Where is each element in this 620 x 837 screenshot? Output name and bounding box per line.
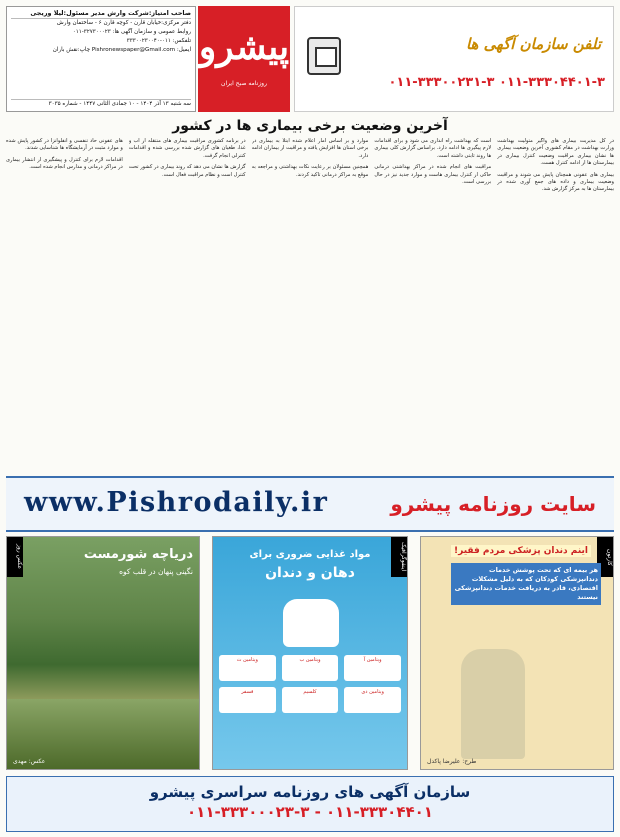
masthead-line: صاحب امتیاز:شرکت وارش مدیر مسئول:لیلا وریجی [11,9,191,19]
tooth-icon [283,599,339,647]
masthead-line: دفتر مرکزی:خیابان قارن - کوچه قارن ۶ - ساختمان وارش [56,20,191,26]
infographic-box[interactable] [212,536,408,770]
paragraph: همچنین مسئولان بر رعایت نکات بهداشتی و مراجعه به موقع به مراکز درمانی تاکید کردند. [251,164,369,178]
paragraph: اقدامات لازم برای کنترل و پیشگیری از انتشار بیماری در مراکز درمانی و مدارس انجام شده است. [6,156,123,171]
article-columns [6,138,614,470]
fax-icon [307,37,341,75]
masthead-info [6,6,196,112]
paragraph: مراقبت های انجام شده در مراکز بهداشتی درمانی حاکی از کنترل بیماری هاست و موارد جدید نیز در حال بررسی است. [374,164,492,186]
photo-subtitle: نگینی پنهان در قلب کوه [119,567,193,576]
ad-phone-box [294,6,614,112]
cartoon-title: اینم دندان پزشکی مردم فقیر! [451,545,591,557]
section-tag: اینفوگرافیک [391,537,407,577]
logo-tagline: روزنامه صبح ایران [221,80,267,87]
infographic-subtitle: دهان و دندان [265,565,355,581]
cartoon-credit: طرح: علیرضا پاکدل [427,758,477,765]
page-headline[interactable]: آخرین وضعیت برخی بیماری ها در کشور [172,118,448,134]
paragraph: گزارش ها نشان می دهد که روند بیماری در کشور تحت کنترل است و نظام مراقبت فعال است. [128,164,246,178]
cartoon-caption: هر بیمه ای که تحت پوشش خدمات دندانپزشکی کودکان که به دلیل مشکلات اقتصادی، قادر به دریافت خدمات دندانپزشکی نیستند [451,563,601,605]
paragraph: در برنامه کشوری مراقبت بیماری های منتقله از آب و غذا، طغیان های گزارش شده بررسی شده و اقدامات کنترلی انجام گرفت. [128,138,246,159]
photo-title: دریاچه شورمست [83,547,193,562]
logo[interactable] [198,6,290,112]
website-banner[interactable] [6,476,614,532]
article-column [374,138,491,470]
issue-date: سه شنبه ۱۳ آذر ۱۴۰۴ - ۱۰ جمادی الثانی ۱۴۴۷ - شماره ۳۰۳۵ [11,99,191,109]
header [6,6,614,112]
cartoon-box[interactable] [420,536,614,770]
paragraph: در کل مدیریت بیماری های واگیر متولیت بهداشت وزارت بهداشت در مقام کشوری آخرین وضعیت بیماری ها نشان بیماری مراقبت وضعیت کنترل بیماری در بیمارستان ها از ادامه کنترل هست. [497,138,614,167]
ad-footer[interactable] [6,776,614,832]
photo-credit: عکس: مهدی [13,758,46,765]
article-column [129,138,246,470]
article-column [497,138,614,470]
article-column [252,138,369,470]
paragraph: بیماری های عفونی همچنان پایش می شوند و مراقبت وضعیت بیماری و داده های جمع آوری شده در بیمارستان ها به مرکز گزارش شد. [497,171,614,193]
ad-phone-title: تلفن سازمان آگهی ها [465,35,601,53]
vitamin-item: ویتامین ب [282,655,339,681]
vitamin-item: ویتامین دی [344,687,401,713]
photo-of-day-box[interactable] [6,536,200,770]
vitamin-item: ویتامین آ [344,655,401,681]
section-tag: کارتون [597,537,613,577]
footer-title: سازمان آگهی های روزنامه سراسری پیشرو [149,783,471,801]
masthead-line: روابط عمومی و سازمان آگهی ها: ۳۲۷۳۰۰۰۲۳-۰۱۱ [72,29,191,35]
website-url[interactable]: www.Pishrodaily.ir [24,487,329,518]
masthead-line: ایمیل: Pishronewspaper@Gmail.com چاپ:نقش باران [52,47,191,53]
vitamin-item: فسفر [219,687,276,713]
vitamin-item: ویتامین ث [219,655,276,681]
logo-name: پیشرو [198,26,290,68]
paragraph: موارد و بر اساس آمار اعلام شده ابتلا به بیماری در برخی استان ها افزایش یافته و مراقبت از بیماران ادامه دارد. [251,138,369,159]
article-column [6,138,123,470]
paragraph: های عفونی حاد تنفسی و آنفلوانزا در کشور پایش شده و موارد مثبت در آزمایشگاه ها شناسایی شدند. [6,138,123,152]
vitamin-grid [219,655,401,713]
masthead-line: تلفکس: ۰۱۱-۳۳۳۰۰۲۳۰۰۴۰ [126,38,191,44]
website-label: سایت روزنامه پیشرو [390,492,596,516]
cartoon-figure [461,649,525,759]
ad-phone-numbers: ۰۱۱-۳۳۳۰۰۲۳۱-۳ ۰۱۱-۳۳۳۰۴۴۰۱-۳ [388,75,605,90]
paragraph: است که بهداشت راه اندازی می شود و برای اقدامات لازم پیگیری ها ادامه دارد. براساس گزارش کلی بیماری ها روند ثابتی داشته است. [374,138,492,159]
footer-numbers: ۰۱۱-۳۳۳۰۰۰۲۳-۳ - ۰۱۱-۳۳۳۰۴۴۰۱ [187,803,433,821]
infographic-title: مواد غذایی ضروری برای [249,549,371,560]
section-tag: عکس روز [7,537,23,577]
vitamin-item: کلسیم [282,687,339,713]
